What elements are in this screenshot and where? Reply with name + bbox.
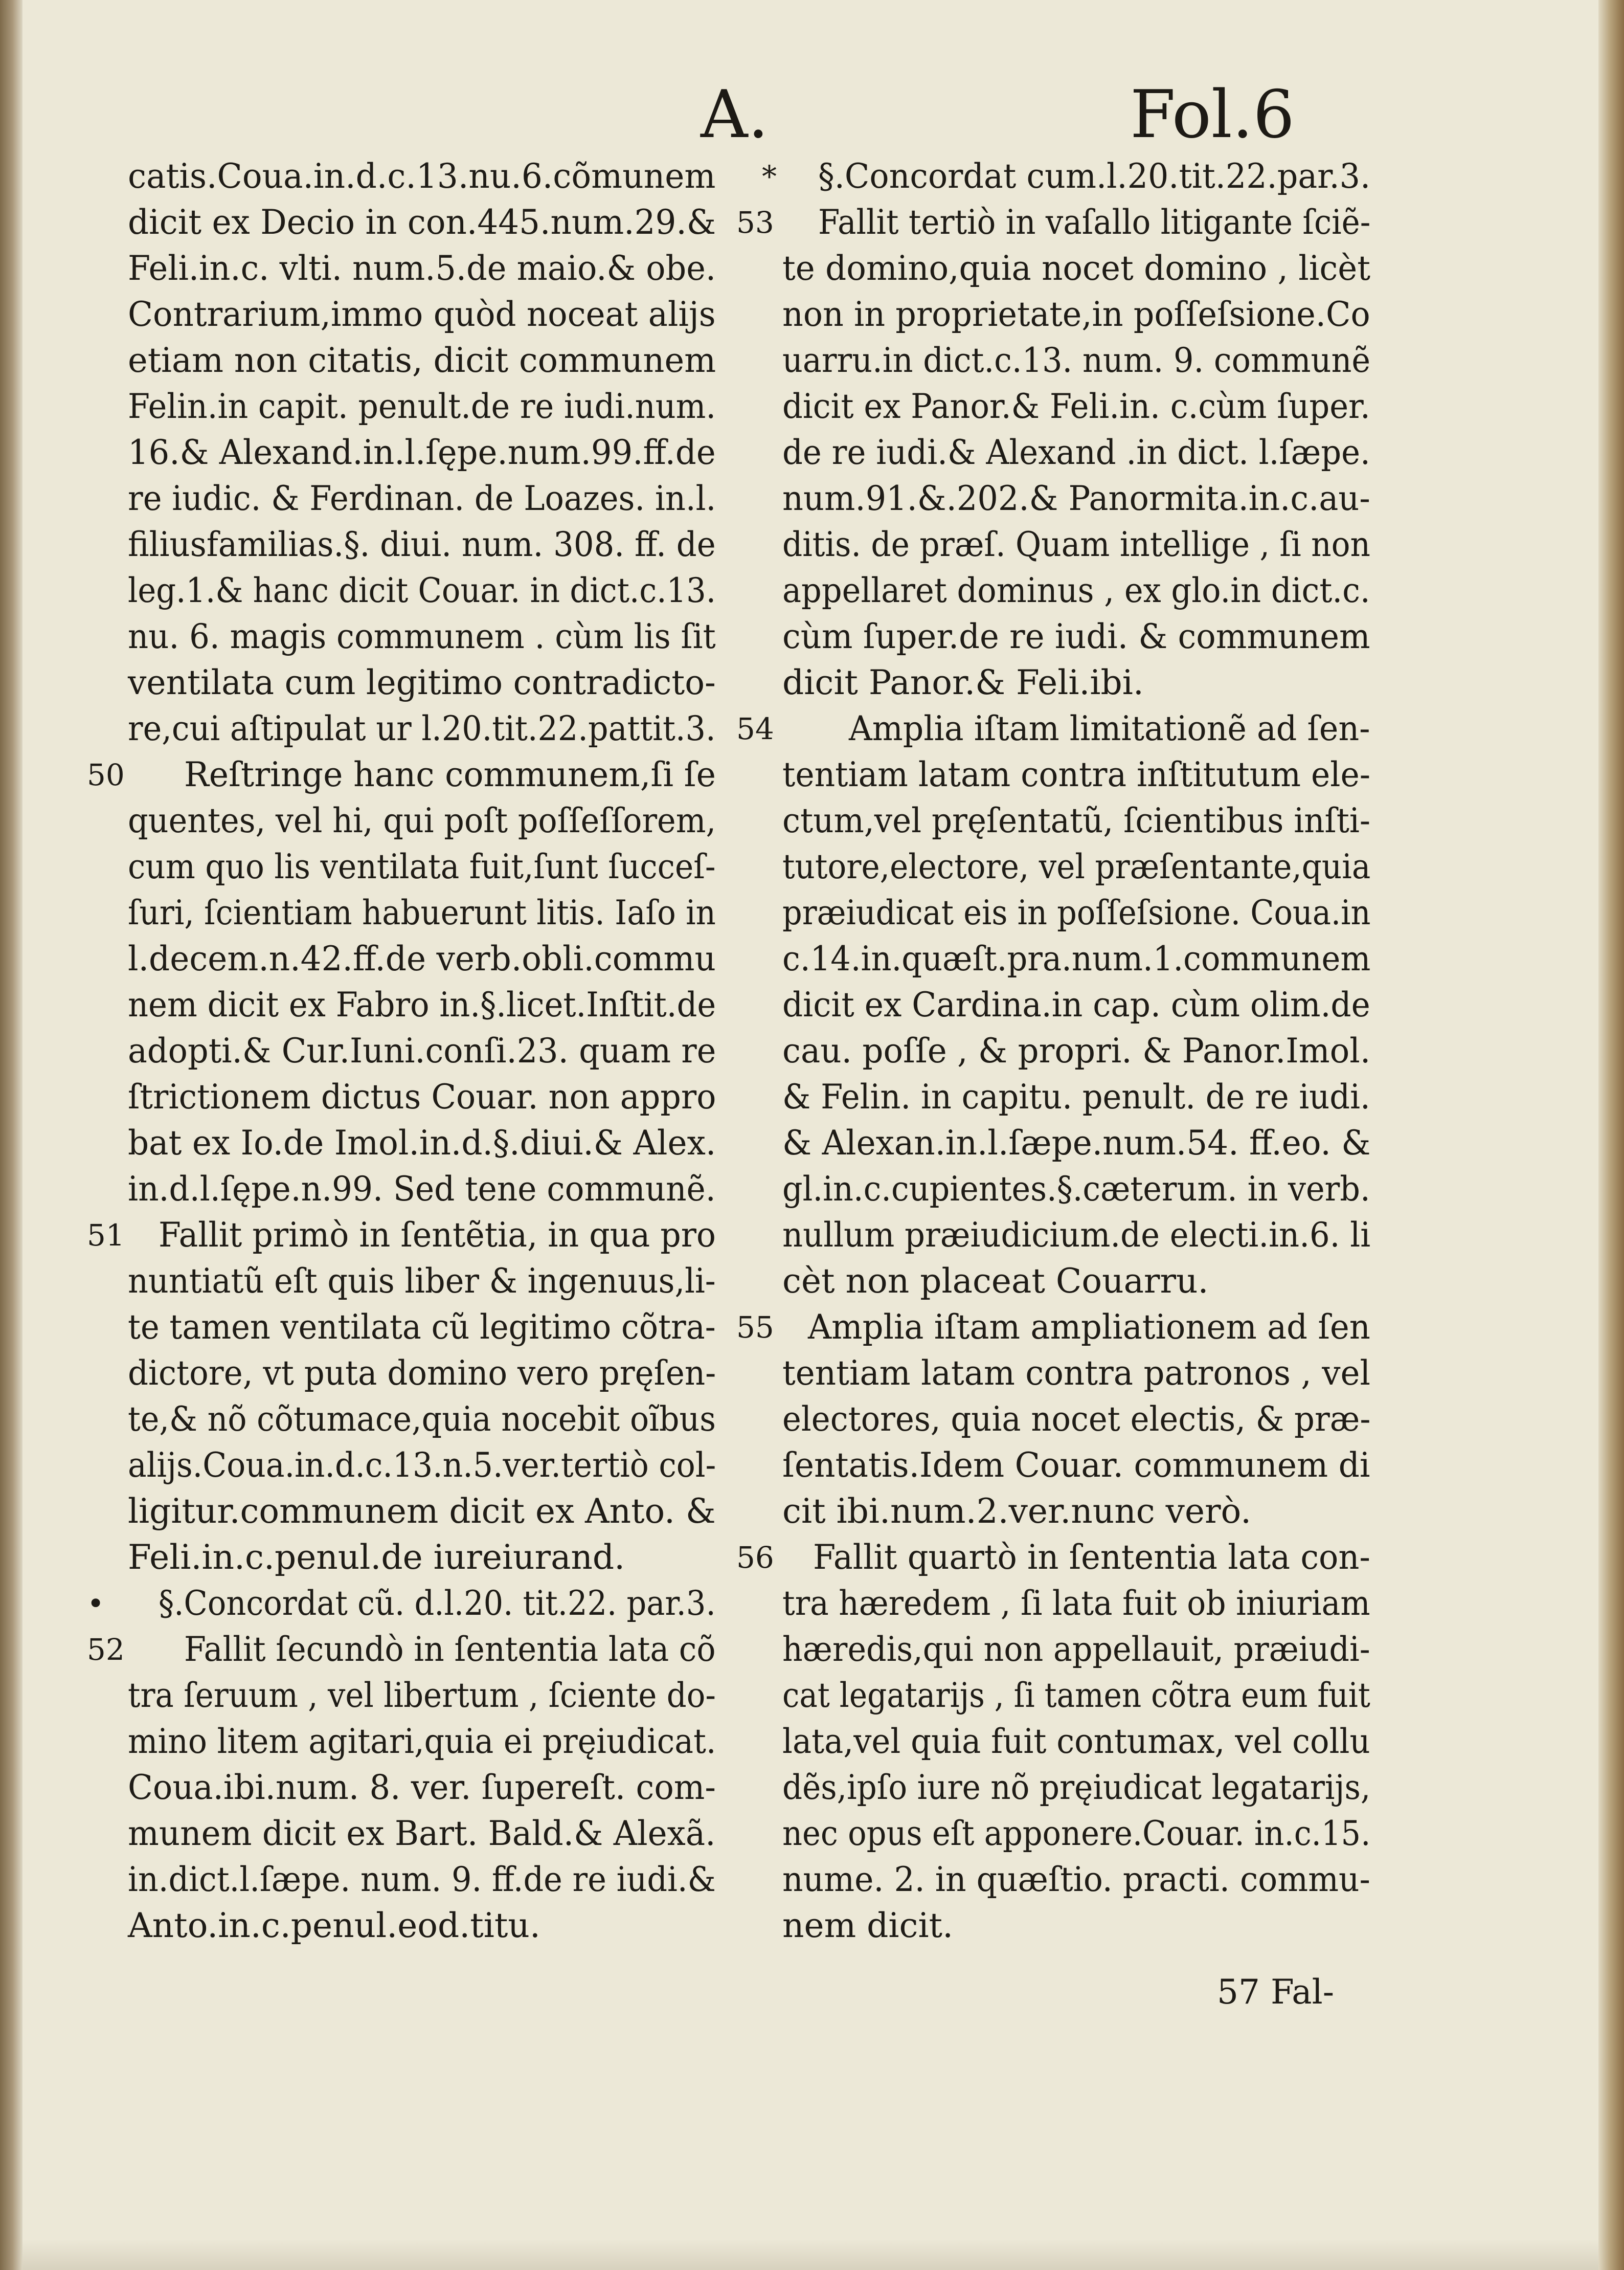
running-head (701, 61, 1314, 159)
text-line: cèt non placeat Couarru. (782, 1261, 1209, 1301)
text-line: bat ex Io.de Imol.in.d.§.diui.& Alex. (128, 1123, 716, 1163)
margin-number: 51 (87, 1218, 125, 1253)
text-line: alijs.Coua.in.d.c.13.n.5.ver.tertiò col- (128, 1445, 716, 1485)
text-line: tentiam latam contra inſtitutum ele- (782, 755, 1371, 794)
text-line: tutore,electore, vel præſentante,quia (782, 847, 1371, 886)
text-line: non in proprietate,in poſſeſsione.Co (782, 295, 1370, 334)
text-line: tentiam latam contra patronos , vel (782, 1353, 1371, 1393)
text-line: te domino,quia nocet domino , licèt (782, 249, 1371, 288)
text-line: appellaret dominus , ex glo.in dict.c. (782, 571, 1370, 610)
text-line: dẽs,ipſo iure nõ pręiudicat legatarijs, (782, 1768, 1371, 1807)
text-line: ventilata cum legitimo contradicto- (128, 663, 716, 702)
margin-number: 55 (736, 1310, 774, 1345)
margin-number: 53 (736, 205, 774, 240)
signature-mark: A. (701, 77, 769, 153)
text-line: ſtrictionem dictus Couar. non appro (128, 1077, 716, 1117)
text-line: & Alexan.in.l.ſæpe.num.54. ff.eo. & (782, 1123, 1371, 1163)
text-line: gl.in.c.cupientes.§.cæterum. in verb. (782, 1169, 1370, 1209)
text-line: electores, quia nocet electis, & præ- (782, 1399, 1371, 1439)
text-line: dictore, vt puta domino vero pręſen- (128, 1353, 716, 1393)
catchword: 57 Fal- (1217, 1972, 1335, 2012)
text-line: ſentatis.Idem Couar. communem di (782, 1445, 1370, 1485)
text-line: num.91.&.202.& Panormita.in.c.au- (782, 479, 1370, 518)
text-line: nem dicit. (782, 1906, 954, 1945)
text-line: Contrarium,immo quòd noceat alijs (128, 295, 716, 334)
text-line: nem dicit ex Fabro in.§.licet.Inſtit.de (128, 985, 716, 1025)
text-line: §.Concordat cũ. d.l.20. tit.22. par.3. (159, 1584, 716, 1623)
text-line: nuntiatũ eſt quis liber & ingenuus,li- (128, 1261, 716, 1301)
text-line: lata,vel quia fuit contumax, vel collu (782, 1722, 1370, 1761)
text-line: catis.Coua.in.d.c.13.nu.6.cõmunem (128, 157, 716, 196)
text-line: Coua.ibi.num. 8. ver. ſupereſt. com- (128, 1768, 716, 1807)
text-line: re iudic. & Ferdinan. de Loazes. in.l. (128, 479, 716, 518)
text-line: te,& nõ cõtumace,quia nocebit oĩbus (128, 1399, 716, 1439)
text-line: cat legatarijs , ſi tamen cõtra eum fuit (782, 1676, 1370, 1715)
text-line: ditis. de præſ. Quam intellige , ſi non (782, 525, 1370, 564)
text-line: Felin.in capit. penult.de re iudi.num. (128, 387, 716, 426)
text-line: munem dicit ex Bart. Bald.& Alexã. (128, 1814, 716, 1853)
page-bottom-shadow (22, 2239, 1598, 2270)
text-line: nume. 2. in quæſtio. practi. commu- (782, 1860, 1370, 1899)
text-line: Fallit ſecundò in ſententia lata cõ (184, 1630, 716, 1669)
text-line: te tamen ventilata cũ legitimo cõtra- (128, 1307, 716, 1347)
text-line: dicit Panor.& Feli.ibi. (782, 663, 1144, 702)
margin-number: • (87, 1586, 105, 1621)
text-line: ctum,vel pręſentatũ, ſcientibus inſti- (782, 801, 1371, 840)
text-line: Amplia iſtam limitationẽ ad ſen- (849, 709, 1370, 748)
text-line: Fallit quartò in ſententia lata con- (813, 1538, 1370, 1577)
text-line: adopti.& Cur.Iuni.conſi.23. quam re (128, 1031, 716, 1071)
text-line: etiam non citatis, dicit communem (128, 341, 716, 380)
text-line: hæredis,qui non appellauit, præiudi- (782, 1630, 1370, 1669)
text-line: tra ſeruum , vel libertum , ſciente do- (128, 1676, 716, 1715)
text-line: Feli.in.c.penul.de iureiurand. (128, 1538, 625, 1577)
text-line: Reſtringe hanc communem,ſi ſe (184, 755, 716, 794)
text-line: nu. 6. magis communem . cùm lis ſit (128, 617, 716, 656)
text-line: cum quo lis ventilata fuit,ſunt ſucceſ- (128, 847, 716, 886)
text-line: dicit ex Cardina.in cap. cùm olim.de (782, 985, 1370, 1025)
text-line: mino litem agitari,quia ei pręiudicat. (128, 1722, 716, 1761)
text-line: Fallit tertiò in vaſallo litigante ſciẽ- (818, 203, 1371, 242)
text-line: ligitur.communem dicit ex Anto. & (128, 1492, 716, 1531)
binding-gutter (0, 0, 22, 2270)
text-line: quentes, vel hi, qui poſt poſſeſſorem, (128, 801, 716, 840)
page-fore-edge (1598, 0, 1624, 2270)
text-line: c.14.in.quæſt.pra.num.1.communem (782, 939, 1371, 978)
text-line: re,cui aſtipulat ur l.20.tit.22.pattit.3. (128, 709, 716, 748)
text-line: nec opus eſt apponere.Couar. in.c.15. (782, 1814, 1371, 1853)
text-line: dicit ex Panor.& Feli.in. c.cùm ſuper. (782, 387, 1370, 426)
text-line: ſuri, ſcientiam habuerunt litis. Iaſo in (128, 893, 716, 932)
text-line: Anto.in.c.penul.eod.titu. (128, 1906, 540, 1945)
text-line: cùm ſuper.de re iudi. & communem (782, 617, 1370, 656)
text-line: in.d.l.ſępe.n.99. Sed tene communẽ. (128, 1169, 716, 1209)
text-line: 16.& Alexand.in.l.ſępe.num.99.ff.de (128, 433, 716, 472)
text-line: & Felin. in capitu. penult. de re iudi. (782, 1077, 1370, 1117)
text-line: in.dict.l.ſæpe. num. 9. ff.de re iudi.& (128, 1860, 716, 1899)
text-line: tra hæredem , ſi lata fuit ob iniuriam (782, 1584, 1370, 1623)
text-line: cit ibi.num.2.ver.nunc verò. (782, 1492, 1252, 1531)
text-line: Feli.in.c. vlti. num.5.de maio.& obe. (128, 249, 716, 288)
text-line: cau. poſſe , & propri. & Panor.Imol. (782, 1031, 1371, 1071)
text-line: Amplia iſtam ampliationem ad ſen (808, 1307, 1370, 1347)
text-line: filiusfamilias.§. diui. num. 308. ff. de (128, 525, 716, 564)
text-line: leg.1.& hanc dicit Couar. in dict.c.13. (128, 571, 716, 610)
folio-number: Fol.6 (1130, 77, 1295, 153)
text-line: uarru.in dict.c.13. num. 9. communẽ (782, 341, 1371, 380)
text-line: l.decem.n.42.ff.de verb.obli.commu (128, 939, 716, 978)
text-line: de re iudi.& Alexand .in dict. l.ſæpe. (782, 433, 1370, 472)
margin-number: * (762, 159, 777, 194)
margin-number: 54 (736, 711, 774, 746)
margin-number: 50 (87, 758, 125, 792)
margin-number: 52 (87, 1632, 125, 1667)
text-line: Fallit primò in ſentẽtia, in qua pro (159, 1215, 716, 1255)
text-line: §.Concordat cum.l.20.tit.22.par.3. (818, 157, 1371, 196)
text-line: præiudicat eis in poſſeſsione. Coua.in (782, 893, 1371, 932)
margin-number: 56 (736, 1540, 774, 1575)
text-line: dicit ex Decio in con.445.num.29.& (128, 203, 716, 242)
text-line: nullum præiudicium.de electi.in.6. li (782, 1215, 1371, 1255)
